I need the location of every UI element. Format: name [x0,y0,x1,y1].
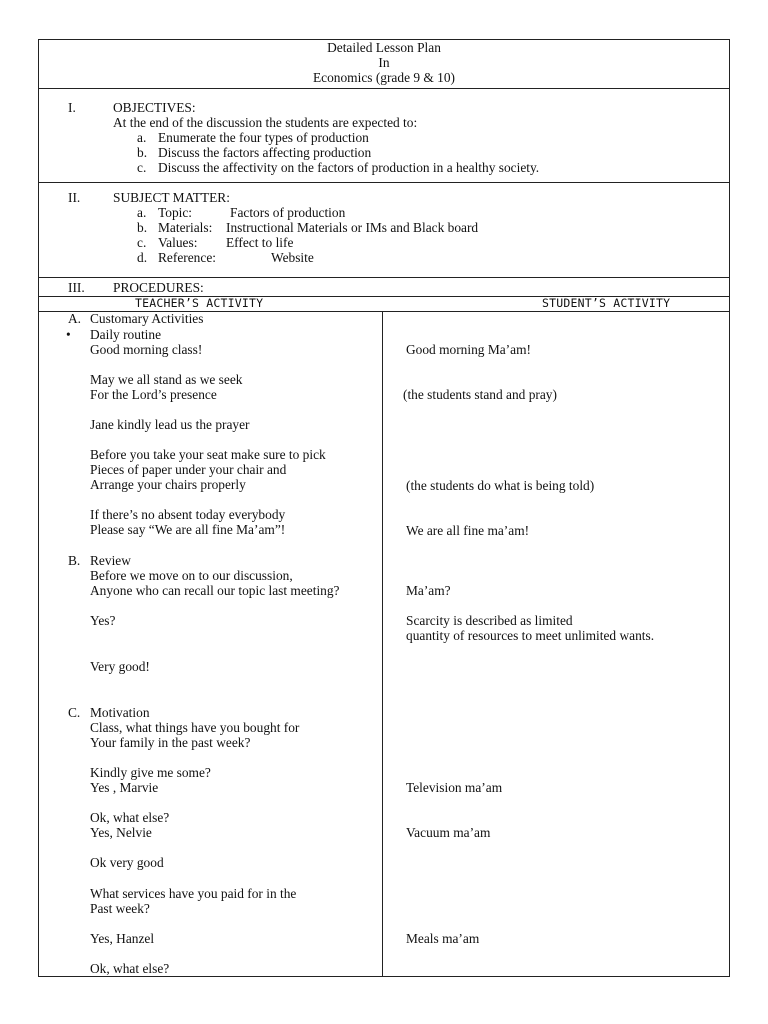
student-line: Television ma’am [406,780,503,795]
teacher-line: Arrange your chairs properly [90,477,246,492]
subject-value: Factors of production [230,205,346,220]
subject-label: Values: [158,235,198,250]
objective-marker: a. [137,130,147,145]
section-title: Customary Activities [90,311,204,326]
doc-title-line1: Detailed Lesson Plan [327,40,441,55]
teacher-line: Ok, what else? [90,810,170,825]
teacher-line: Past week? [90,901,150,916]
teacher-line: Yes, Nelvie [90,825,152,840]
teacher-line: May we all stand as we seek [90,372,243,387]
doc-title-line2: In [378,55,390,70]
doc-title-line3: Economics (grade 9 & 10) [312,70,456,85]
student-line: (the students do what is being told) [406,478,595,493]
section-marker: A. [68,311,82,326]
student-line: Vacuum ma’am [406,825,491,840]
student-activity-header: STUDENT’S ACTIVITY [542,296,671,310]
teacher-line: Please say “We are all fine Ma’am”! [90,522,286,537]
procedures-numeral: III. [68,280,85,295]
teacher-line: Yes? [90,613,116,628]
student-line: quantity of resources to meet unlimited wants. [406,628,655,643]
teacher-line: Before we move on to our discussion, [90,568,293,583]
divider-objectives [38,182,730,183]
teacher-line: Anyone who can recall our topic last meeting? [90,583,340,598]
teacher-line: If there’s no absent today everybody [90,507,286,522]
bullet-icon: • [66,327,71,342]
subject-value: Effect to life [226,235,294,250]
teacher-line: For the Lord’s presence [90,387,217,402]
teacher-line: Ok, what else? [90,961,170,976]
subject-label: Topic: [158,205,193,220]
teacher-line: Before you take your seat make sure to pick [90,447,326,462]
subject-marker: a. [137,205,147,220]
section-marker: C. [68,705,81,720]
student-line: Scarcity is described as limited [406,613,573,628]
student-line: Meals ma’am [406,931,480,946]
teacher-line: Your family in the past week? [90,735,251,750]
teacher-line: Class, what things have you bought for [90,720,300,735]
section-marker: B. [68,553,81,568]
teacher-line: Very good! [90,659,150,674]
section-title: Motivation [90,705,150,720]
objective-item: Discuss the factors affecting production [158,145,372,160]
teacher-activity-header: TEACHER’S ACTIVITY [135,296,264,310]
student-line: Good morning Ma’am! [406,342,531,357]
column-divider [382,311,383,977]
teacher-line: Yes , Marvie [90,780,159,795]
objective-item: Discuss the affectivity on the factors of production in a healthy society. [158,160,540,175]
objectives-numeral: I. [68,100,76,115]
section-title: Review [90,553,131,568]
student-line: Ma’am? [406,583,451,598]
subject-matter-numeral: II. [68,190,81,205]
subject-marker: b. [137,220,148,235]
objective-item: Enumerate the four types of production [158,130,369,145]
objective-marker: c. [137,160,147,175]
subject-marker: c. [137,235,147,250]
procedures-heading: PROCEDURES: [113,280,204,295]
student-line: (the students stand and pray) [403,387,557,402]
objective-marker: b. [137,145,148,160]
divider-header [38,88,730,89]
subject-marker: d. [137,250,148,265]
subject-value: Website [271,250,314,265]
subject-matter-heading: SUBJECT MATTER: [113,190,230,205]
teacher-line: Ok very good [90,855,164,870]
objectives-heading: OBJECTIVES: [113,100,196,115]
subject-label: Materials: [158,220,213,235]
teacher-line: Pieces of paper under your chair and [90,462,287,477]
teacher-line: What services have you paid for in the [90,886,297,901]
objectives-intro: At the end of the discussion the students are expected to: [113,115,418,130]
daily-routine-label: Daily routine [90,327,162,342]
teacher-line: Jane kindly lead us the prayer [90,417,250,432]
subject-label: Reference: [158,250,216,265]
teacher-line: Good morning class! [90,342,203,357]
student-line: We are all fine ma’am! [406,523,530,538]
teacher-line: Yes, Hanzel [90,931,155,946]
subject-value: Instructional Materials or IMs and Black board [226,220,479,235]
teacher-line: Kindly give me some? [90,765,211,780]
divider-subject-matter [38,277,730,278]
